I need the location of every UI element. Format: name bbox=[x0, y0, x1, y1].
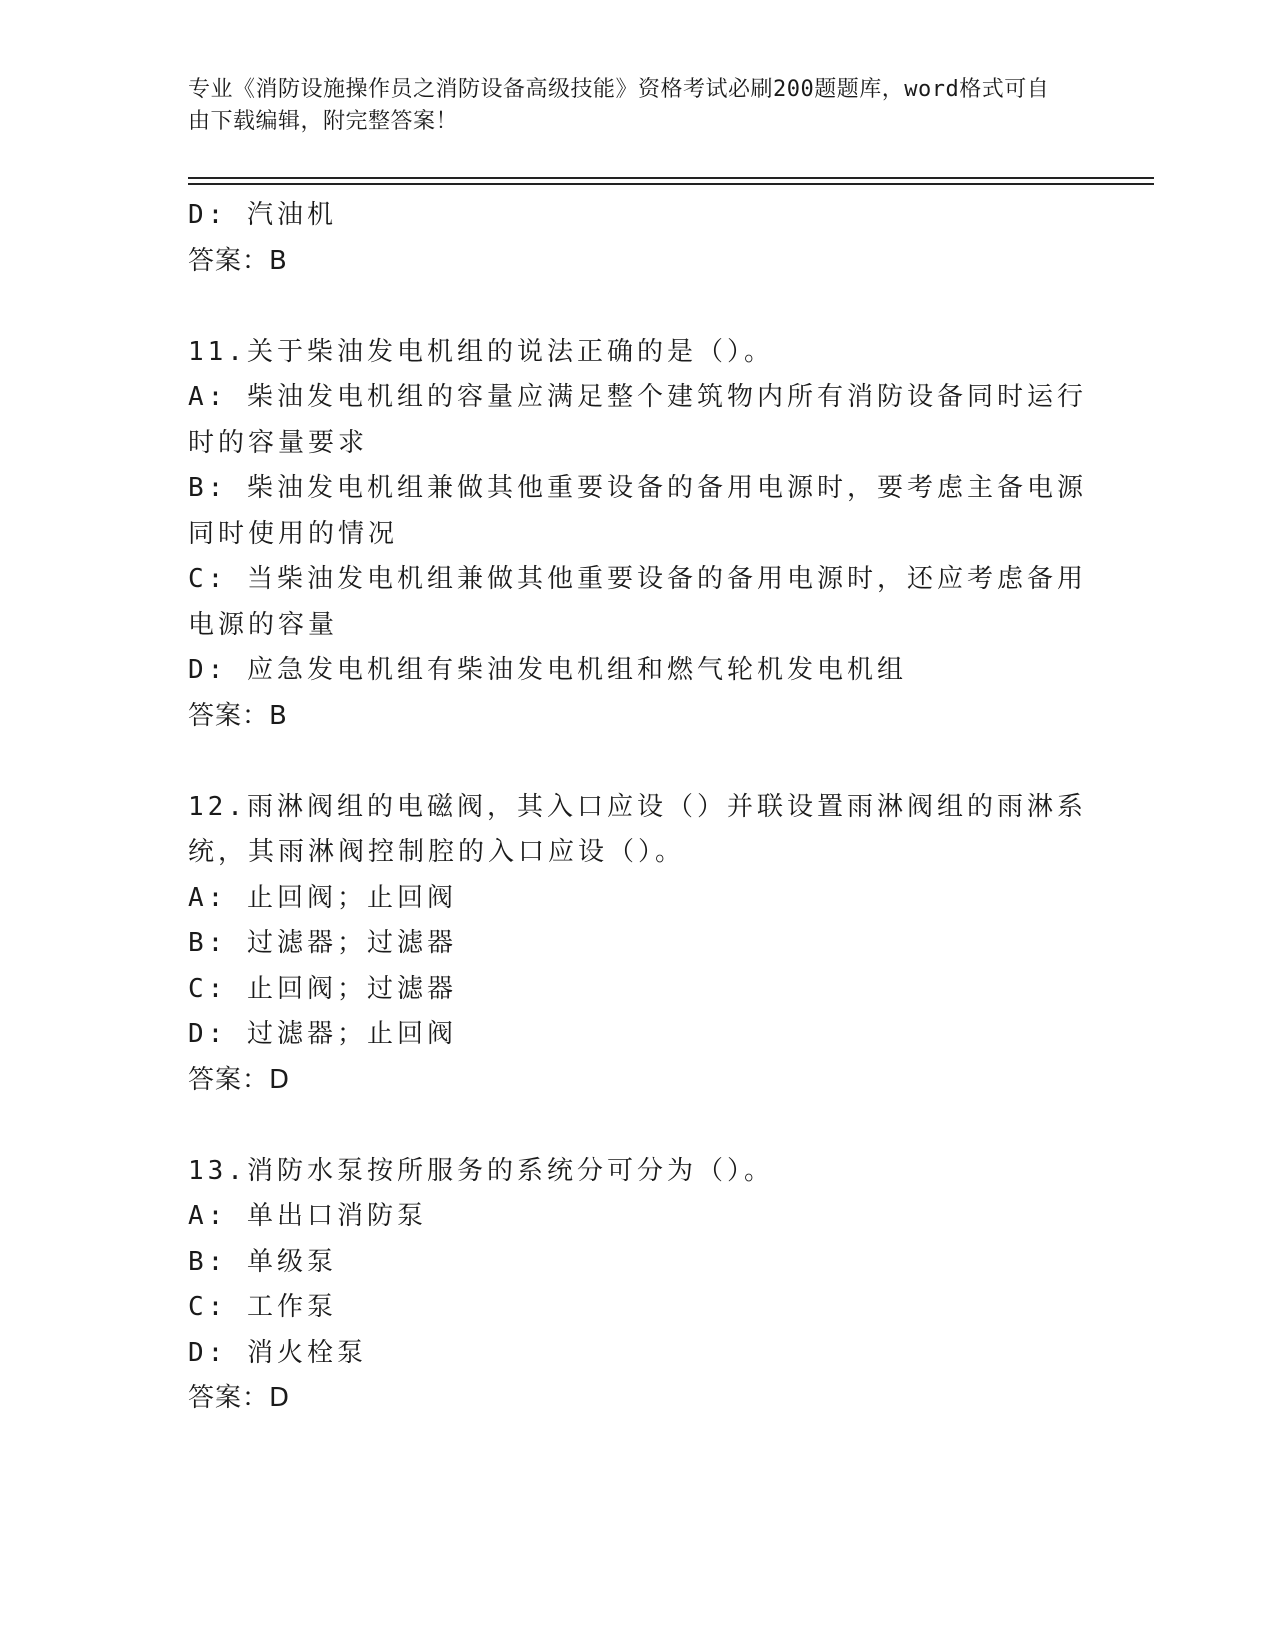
answer-line: 答案：B bbox=[188, 700, 288, 731]
question-block-13 bbox=[188, 1149, 1088, 1422]
question-stem: 11.关于柴油发电机组的说法正确的是（）。 bbox=[188, 336, 774, 367]
option-d: D: 消火栓泵 bbox=[188, 1337, 367, 1368]
answer-line: 答案：B bbox=[188, 245, 288, 276]
question-stem: 13.消防水泵按所服务的系统分可分为（）。 bbox=[188, 1155, 774, 1186]
option-c: C: 工作泵 bbox=[188, 1292, 337, 1322]
answer-line: 答案：D bbox=[188, 1383, 291, 1413]
option-b: B: 过滤器；过滤器 bbox=[188, 928, 457, 958]
option-d: D: 过滤器；止回阀 bbox=[188, 1019, 457, 1049]
question-block-11 bbox=[188, 330, 1088, 740]
page-header: 专业《消防设施操作员之消防设备高级技能》资格考试必刷200题题库，word格式可自由下载编辑，附完整答案！ bbox=[188, 77, 1050, 134]
option-b: B: 柴油发电机组兼做其他重要设备的备用电源时，要考虑主备电源同时使用的情况 bbox=[188, 473, 1087, 549]
question-stem: 12.雨淋阀组的电磁阀，其入口应设（）并联设置雨淋阀组的雨淋系统，其雨淋阀控制腔的入口应设（）。 bbox=[188, 791, 1087, 867]
question-block-12 bbox=[188, 785, 1088, 1104]
answer-line: 答案：D bbox=[188, 1064, 291, 1095]
header-divider-top bbox=[188, 177, 1154, 179]
option-c: C: 当柴油发电机组兼做其他重要设备的备用电源时，还应考虑备用电源的容量 bbox=[188, 564, 1087, 640]
option-a: A: 止回阀；止回阀 bbox=[188, 882, 457, 913]
option-c: C: 止回阀；过滤器 bbox=[188, 973, 457, 1004]
question-block-10 bbox=[188, 193, 1088, 284]
question-list bbox=[188, 193, 1088, 1467]
option-a: A: 单出口消防泵 bbox=[188, 1201, 427, 1231]
option-d: D: 汽油机 bbox=[188, 200, 337, 230]
option-b: B: 单级泵 bbox=[188, 1246, 337, 1277]
option-d: D: 应急发电机组有柴油发电机组和燃气轮机发电机组 bbox=[188, 655, 907, 685]
header-divider-bottom bbox=[188, 183, 1154, 185]
option-a: A: 柴油发电机组的容量应满足整个建筑物内所有消防设备同时运行时的容量要求 bbox=[188, 382, 1087, 458]
